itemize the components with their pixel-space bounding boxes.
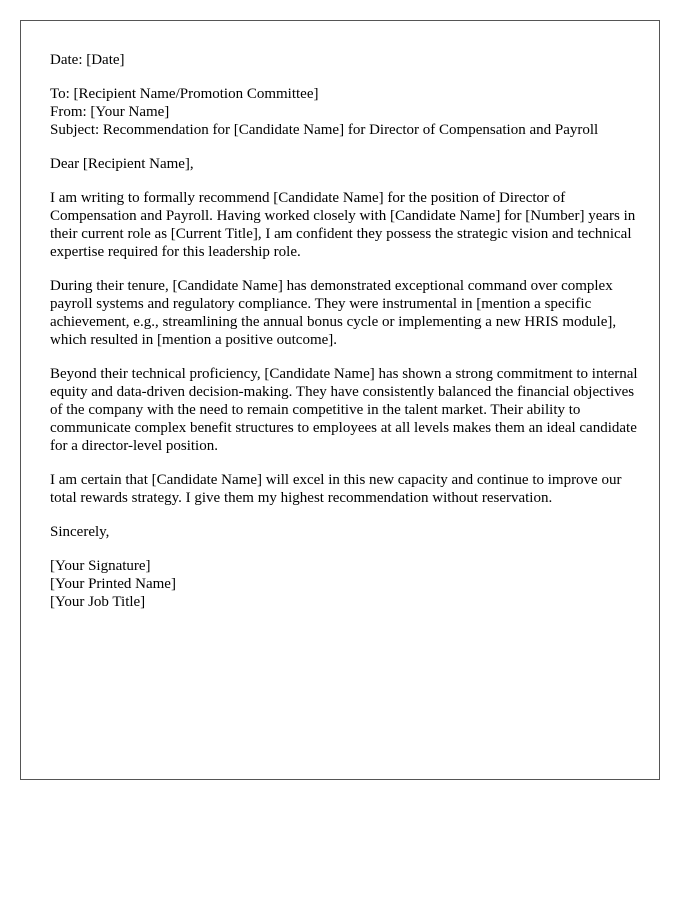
body-paragraph-4: I am certain that [Candidate Name] will excel in this new capacity and continue to improve our total rewards strategy. I give them my highest recommendation without reservation. <box>50 472 622 506</box>
salutation-block <box>50 155 640 173</box>
body-paragraph-2: During their tenure, [Candidate Name] has demonstrated exceptional command over complex payroll systems and regulatory compliance. They were instrumental in [mention a specific achievement, e.g., streamlining the annual bonus cycle or implementing a new HRIS module], which resulted in [mention a positive outcome]. <box>50 278 617 348</box>
job-title-line: [Your Job Title] <box>50 594 146 610</box>
body-paragraph-3: Beyond their technical proficiency, [Candidate Name] has shown a strong commitment to internal equity and data-driven decision-making. They have consistently balanced the financial objectives of the company with the need to remain competitive in the talent market. Their ability to communicate complex benefit structures to employees at all levels makes them an ideal candidate for a director-level position. <box>50 366 638 454</box>
subject-line: Subject: Recommendation for [Candidate Name] for Director of Compensation and Payroll <box>50 122 599 138</box>
letter-body <box>50 51 640 627</box>
closing-block <box>50 523 640 541</box>
printed-name-line: [Your Printed Name] <box>50 576 176 592</box>
header-block <box>50 85 640 139</box>
signature-line: [Your Signature] <box>50 558 151 574</box>
salutation: Dear [Recipient Name], <box>50 156 194 172</box>
closing: Sincerely, <box>50 524 110 540</box>
to-line: To: [Recipient Name/Promotion Committee] <box>50 86 319 102</box>
signature-block <box>50 557 640 611</box>
letter-frame <box>20 20 660 780</box>
date-block <box>50 51 640 69</box>
from-line: From: [Your Name] <box>50 104 170 120</box>
date-line: Date: [Date] <box>50 52 125 68</box>
body-paragraph-1: I am writing to formally recommend [Candidate Name] for the position of Director of Compensation and Payroll. Having worked closely with [Candidate Name] for [Number] years in their current role as [Current Title], I am confident they possess the strategic vision and technical expertise required for this leadership role. <box>50 190 636 260</box>
